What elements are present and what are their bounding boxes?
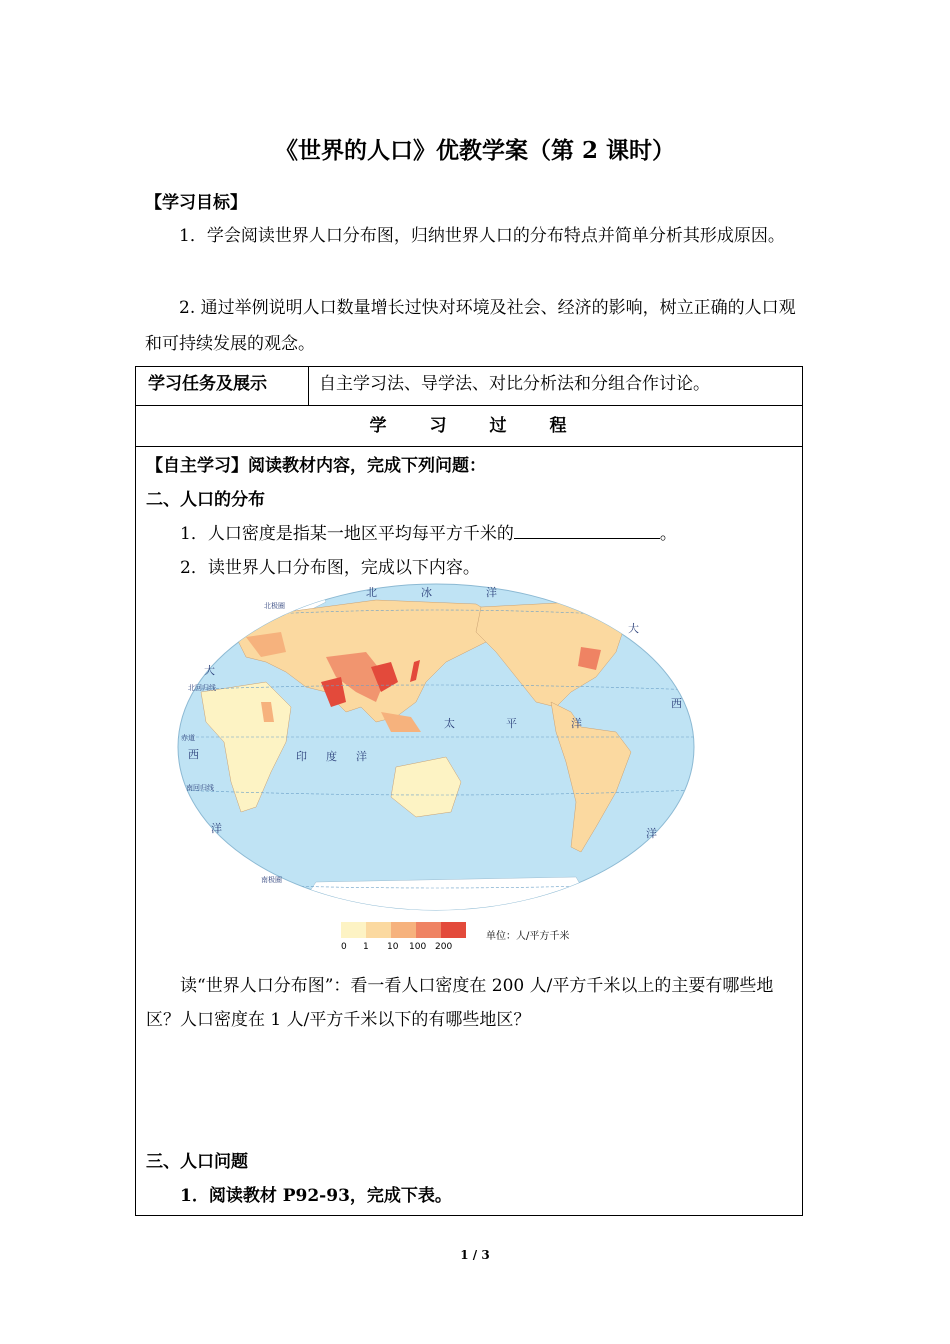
study-table: [135, 366, 803, 1216]
legend-unit: 单位：人/平方千米: [486, 931, 570, 942]
question-2: 2．读世界人口分布图，完成以下内容。: [180, 558, 480, 578]
legend-label-1: 1: [363, 942, 369, 952]
tropic-cancer-label: 北回归线: [188, 684, 216, 692]
arctic-label-2: 冰: [421, 586, 432, 599]
task-methods: 自主学习法、导学法、对比分析法和分组合作讨论。: [309, 367, 803, 406]
arctic-circle-label: 北极圈: [264, 602, 285, 610]
antarctic-circle-label: 南极圈: [261, 876, 282, 884]
question-1-text: 1．人口密度是指某一地区平均每平方千米的: [180, 524, 514, 544]
process-char: 习: [429, 416, 449, 436]
section-2-heading: 二、人口的分布: [146, 490, 265, 510]
objective-item-2: 2. 通过举例说明人口数量增长过快对环境及社会、经济的影响，树立正确的人口观和可持续发展的观念。: [145, 298, 796, 354]
task-label: 学习任务及展示: [136, 367, 309, 406]
world-population-map: [176, 582, 696, 912]
process-heading: [136, 406, 803, 447]
pacific-label-3: 洋: [571, 717, 582, 730]
answer-blank[interactable]: [514, 520, 660, 539]
atlantic-east-label-2: 西: [671, 697, 682, 710]
process-char: 程: [549, 416, 569, 436]
equator-label: 赤道: [181, 734, 195, 742]
indian-label-1: 印: [296, 750, 307, 763]
legend-label-2: 10: [387, 942, 399, 952]
arctic-label-1: 北: [366, 586, 377, 599]
tropic-capricorn-label: 南回归线: [186, 784, 214, 792]
self-study-heading: 【自主学习】阅读教材内容，完成下列问题：: [146, 456, 486, 476]
legend-label-0: 0: [341, 942, 347, 952]
page-title: 《世界的人口》优教学案（第 2 课时）: [274, 137, 676, 164]
atlantic-east-label-1: 大: [628, 622, 639, 635]
section-3-heading: 三、人口问题: [146, 1152, 248, 1172]
legend-swatch-0: [341, 922, 366, 938]
pacific-label-2: 平: [506, 717, 517, 730]
objectives-heading: 【学习目标】: [145, 193, 247, 213]
atlantic-west-label-3: 洋: [211, 822, 222, 835]
indian-label-2: 度: [326, 750, 337, 763]
page-number: 1 / 3: [460, 1248, 490, 1262]
legend-swatch-1: [366, 922, 391, 938]
legend-label-4: 200: [435, 942, 453, 952]
section-3-item-1: 1．阅读教材 P92-93，完成下表。: [180, 1186, 452, 1206]
process-char: 学: [369, 416, 389, 436]
legend-swatch-4: [441, 922, 466, 938]
legend-swatch-3: [416, 922, 441, 938]
process-char: 过: [489, 416, 509, 436]
legend-label-3: 100: [409, 942, 427, 952]
antarctica-shape: [296, 877, 596, 912]
legend-swatch-2: [391, 922, 416, 938]
indian-label-3: 洋: [356, 750, 367, 763]
objective-item-1: 1．学会阅读世界人口分布图，归纳世界人口的分布特点并简单分析其形成原因。: [179, 226, 785, 246]
pacific-label-1: 太: [444, 717, 455, 730]
question-1-suffix: 。: [659, 524, 677, 544]
process-content: [136, 447, 803, 1216]
question-1: [146, 519, 796, 544]
atlantic-west-label-2: 西: [188, 748, 199, 761]
map-question: 读“世界人口分布图”：看一看人口密度在 200 人/平方千米以上的主要有哪些地区？人口密度在 1 人/平方千米以下的有哪些地区？: [146, 976, 774, 1030]
arctic-label-3: 洋: [486, 586, 497, 599]
atlantic-west-label-1: 大: [204, 664, 215, 677]
atlantic-east-label-3: 洋: [646, 827, 657, 840]
